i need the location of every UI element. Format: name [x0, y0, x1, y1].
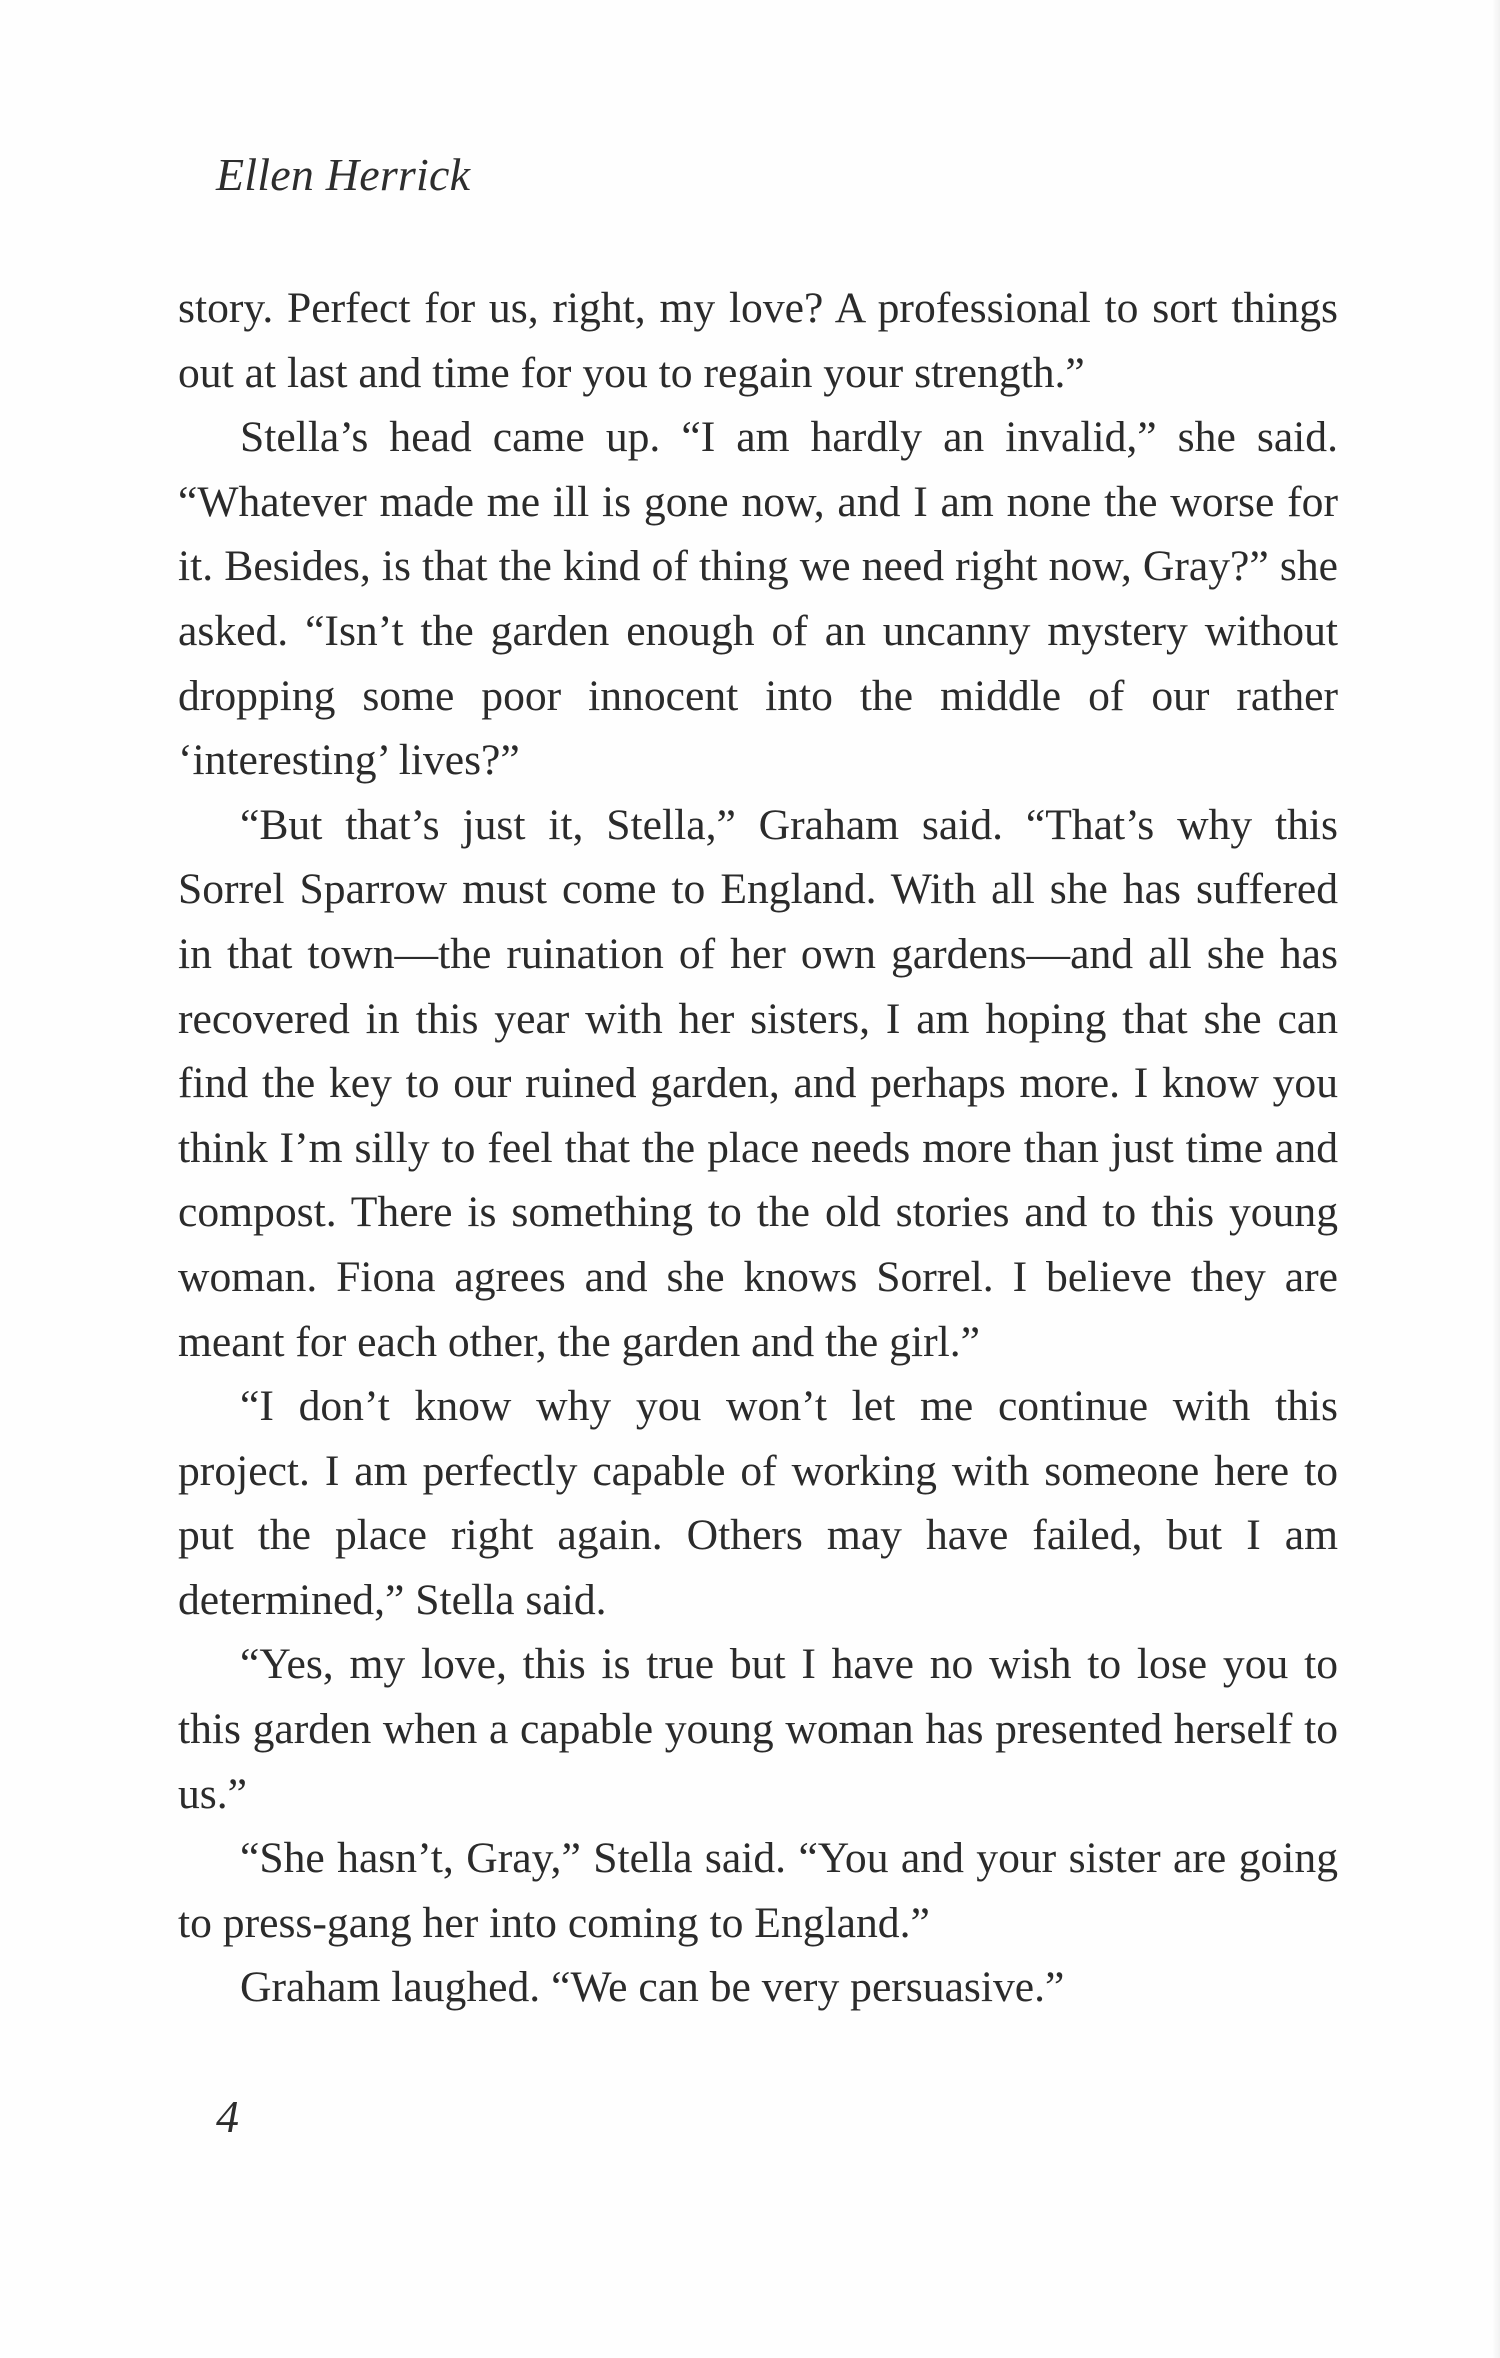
paragraph: Stella’s head came up. “I am hardly an invalid,” she said. “Whatever made me ill is gone now, and I am none the worse for it. Besides, is that the kind of thing we need right now, Gray?” she asked. “Isn’t the garden enough of an uncanny mystery without dropping some poor innocent into the middle of our rather ‘interesting’ lives?”	[178, 413, 1338, 785]
paragraph: “But that’s just it, Stella,” Graham said. “That’s why this Sorrel Sparrow must come to England. With all she has suffered in that town—the ruination of her own gardens—and all she has recovered in this year with her sisters, I am hoping that she can find the key to our ruined garden, and perhaps more. I know you think I’m silly to feel that the place needs more than just time and compost. There is something to the old stories and to this young woman. Fiona agrees and she knows Sorrel. I believe they are meant for each other, the garden and the girl.”	[178, 800, 1338, 1366]
paragraph: story. Perfect for us, right, my love? A professional to sort things out at last and time for you to regain your strength.”	[178, 284, 1338, 397]
paragraph: “Yes, my love, this is true but I have no wish to lose you to this garden when a capable young woman has presented herself to us.”	[178, 1640, 1338, 1818]
page-edge-shadow	[1492, 0, 1500, 2358]
paragraph: “She hasn’t, Gray,” Stella said. “You and your sister are going to press-gang her into coming to England.”	[178, 1834, 1338, 1947]
page-number: 4	[216, 2091, 239, 2142]
paragraph: Graham laughed. “We can be very persuasive.”	[240, 1963, 1065, 2012]
body-text	[178, 276, 1338, 2020]
running-head-author: Ellen Herrick	[216, 149, 471, 200]
paragraph: “I don’t know why you won’t let me continue with this project. I am perfectly capable of working with someone here to put the place right again. Others may have failed, but I am determined,” Stella said.	[178, 1382, 1338, 1624]
